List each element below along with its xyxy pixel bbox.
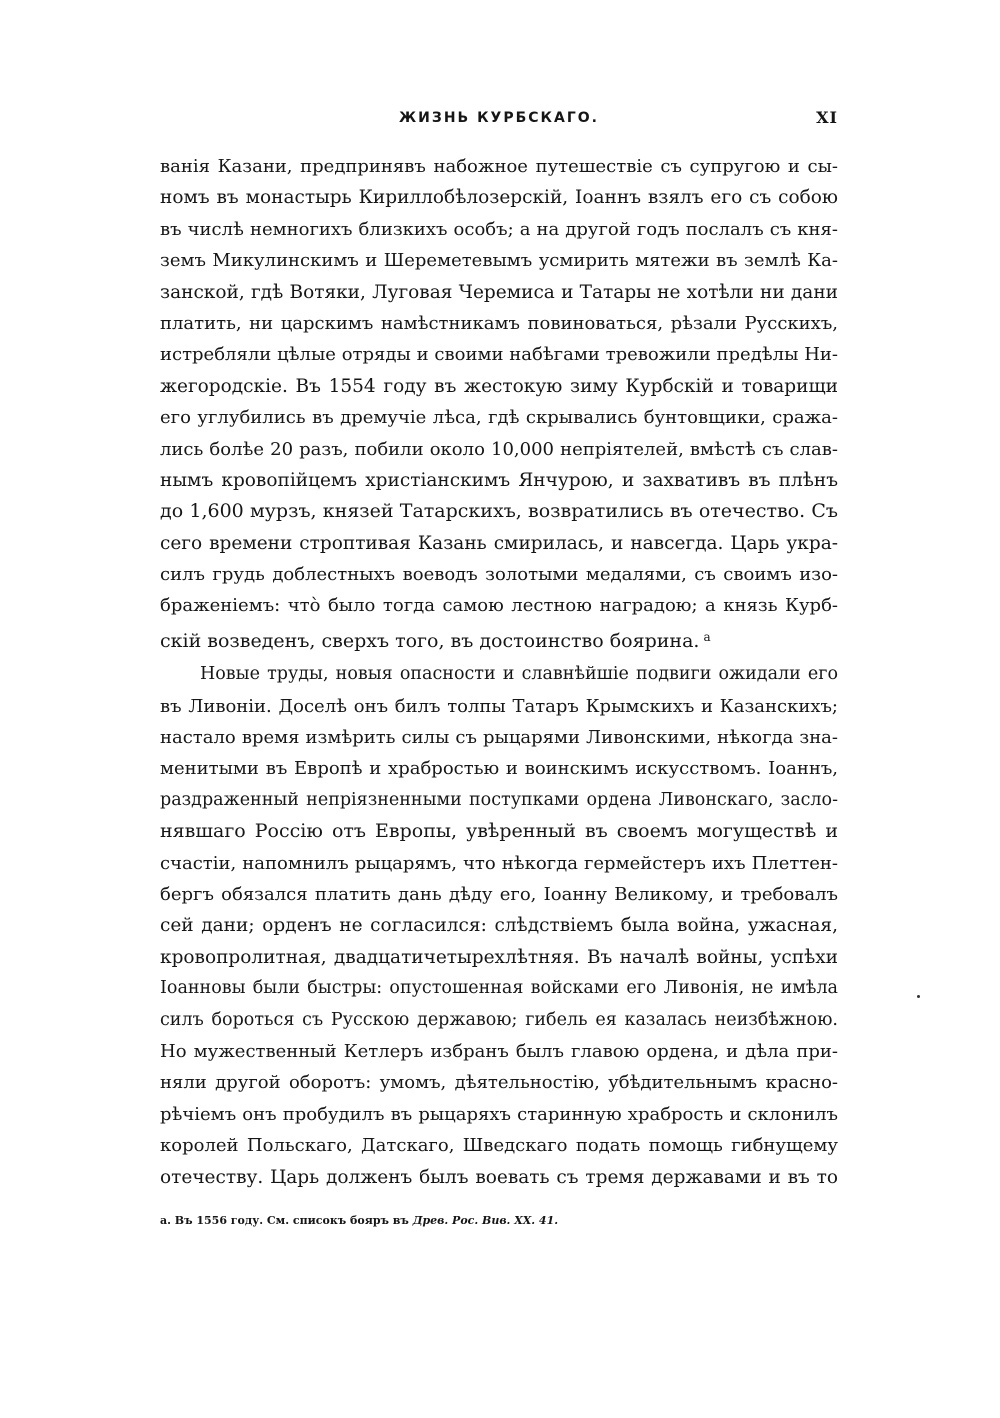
text-line: занской, гдѣ Вотяки, Луговая Черемиса и Татары не хотѣли ни дани xyxy=(160,281,838,303)
footnote xyxy=(160,1212,838,1230)
text-line: истребляли цѣлые отряды и своими набѣгами тревожили предѣлы Ни- xyxy=(160,344,838,366)
text-line: менитыми въ Европѣ и храбростью и воинскимъ искусствомъ. Іоаннъ, xyxy=(160,758,838,780)
text-line: въ числѣ немногихъ близкихъ особъ; а на другой годъ послалъ съ кня- xyxy=(160,218,838,240)
text-line: няли другой оборотъ: умомъ, дѣятельностію, убѣдительнымъ красно- xyxy=(160,1072,838,1094)
text-line: лись болѣе 20 разъ, побили около 10,000 непріятелей, вмѣстѣ съ слав- xyxy=(160,438,838,460)
text-line: бергъ обязался платить дань дѣду его, Іоанну Великому, и требовалъ xyxy=(160,883,838,905)
text-line: королей Польскаго, Датскаго, Шведскаго подать помощь гибнущему xyxy=(160,1135,838,1157)
text-line: ванія Казани, предпринявъ набожное путешествіе съ супругою и сы- xyxy=(160,156,838,177)
text-line: номъ въ монастырь Кириллобѣлозерскій, Іоаннъ взялъ его съ собою xyxy=(160,187,838,209)
body-text xyxy=(160,151,838,1193)
text-line: его углубились въ дремучіе лѣса, гдѣ скрывались бунтовщики, сража- xyxy=(160,407,838,429)
text-line: нявшаго Россію отъ Европы, увѣренный въ своемъ могуществѣ и xyxy=(160,820,838,843)
text-line: кровопролитная, двадцатичетырехлѣтняя. Въ началѣ войны, успѣхи xyxy=(160,946,838,968)
running-head xyxy=(160,106,838,130)
text-line: земъ Микулинскимъ и Шереметевымъ усмирить мятежи въ землѣ Ка- xyxy=(160,250,838,272)
text-line-indented: Новые труды, новыя опасности и славнѣйшіе подвиги ожидали его xyxy=(200,664,838,685)
footnote-marker: а xyxy=(703,629,711,644)
footnote-text: а. Въ 1556 году. См. списокъ бояръ въ xyxy=(160,1214,413,1227)
text-line-last xyxy=(160,622,838,653)
text-line: въ Ливоніи. Доселѣ онъ билъ толпы Татаръ Крымскихъ и Казанскихъ; xyxy=(160,695,838,717)
text-line: жегородскіе. Въ 1554 году въ жестокую зиму Курбскій и товарищи xyxy=(160,375,838,397)
text-line: платить, ни царскимъ намѣстникамъ повиноваться, рѣзали Русскихъ, xyxy=(160,312,838,334)
text-line: силъ бороться съ Русскою державою; гибель ея казалась неизбѣжною. xyxy=(160,1009,838,1030)
footnote-source: Древ. Рос. Вив. XX. 41. xyxy=(412,1214,559,1227)
text-line: сей дани; орденъ не согласился: слѣдствіемъ была война, ужасная, xyxy=(160,915,838,937)
text-line: до 1,600 мурзъ, князей Татарскихъ, возвратились въ отечество. Съ xyxy=(160,500,838,523)
text-line: браженіемъ: что̀ было тогда самою лестною наградою; а князь Курб- xyxy=(160,595,838,617)
text-line: нымъ кровопійцемъ христіанскимъ Янчурою, и захвативъ въ плѣнъ xyxy=(160,469,838,491)
text-line-content: скій возведенъ, сверхъ того, въ достоинство боярина. xyxy=(160,629,700,652)
running-title: ЖИЗНЬ КУРБСКАГО. xyxy=(399,110,599,126)
text-line: счастіи, напомнилъ рыцарямъ, что нѣкогда гермейстеръ ихъ Плеттен- xyxy=(160,852,838,874)
text-line: раздраженный непріязненными поступками ордена Ливонскаго, засло- xyxy=(160,789,838,810)
scan-speck xyxy=(917,995,920,998)
text-line: Но мужественный Кетлеръ избранъ былъ главою ордена, и дѣла при- xyxy=(160,1040,838,1062)
text-line: Іоанновы были быстры: опустошенная войсками его Ливонія, не имѣла xyxy=(160,978,838,999)
text-line: рѣчіемъ онъ пробудилъ въ рыцаряхъ старинную храбрость и склонилъ xyxy=(160,1103,838,1125)
text-line: сего времени строптивая Казань смирилась, и навсегда. Царь укра- xyxy=(160,532,838,554)
text-line: настало время измѣрить силы съ рыцарями Ливонскими, нѣкогда зна- xyxy=(160,727,838,749)
page-number: XI xyxy=(816,108,838,127)
text-line: отечеству. Царь долженъ былъ воевать съ тремя державами и въ то xyxy=(160,1166,838,1188)
text-line: силъ грудь доблестныхъ воеводъ золотыми медалями, съ своимъ изо- xyxy=(160,564,838,586)
